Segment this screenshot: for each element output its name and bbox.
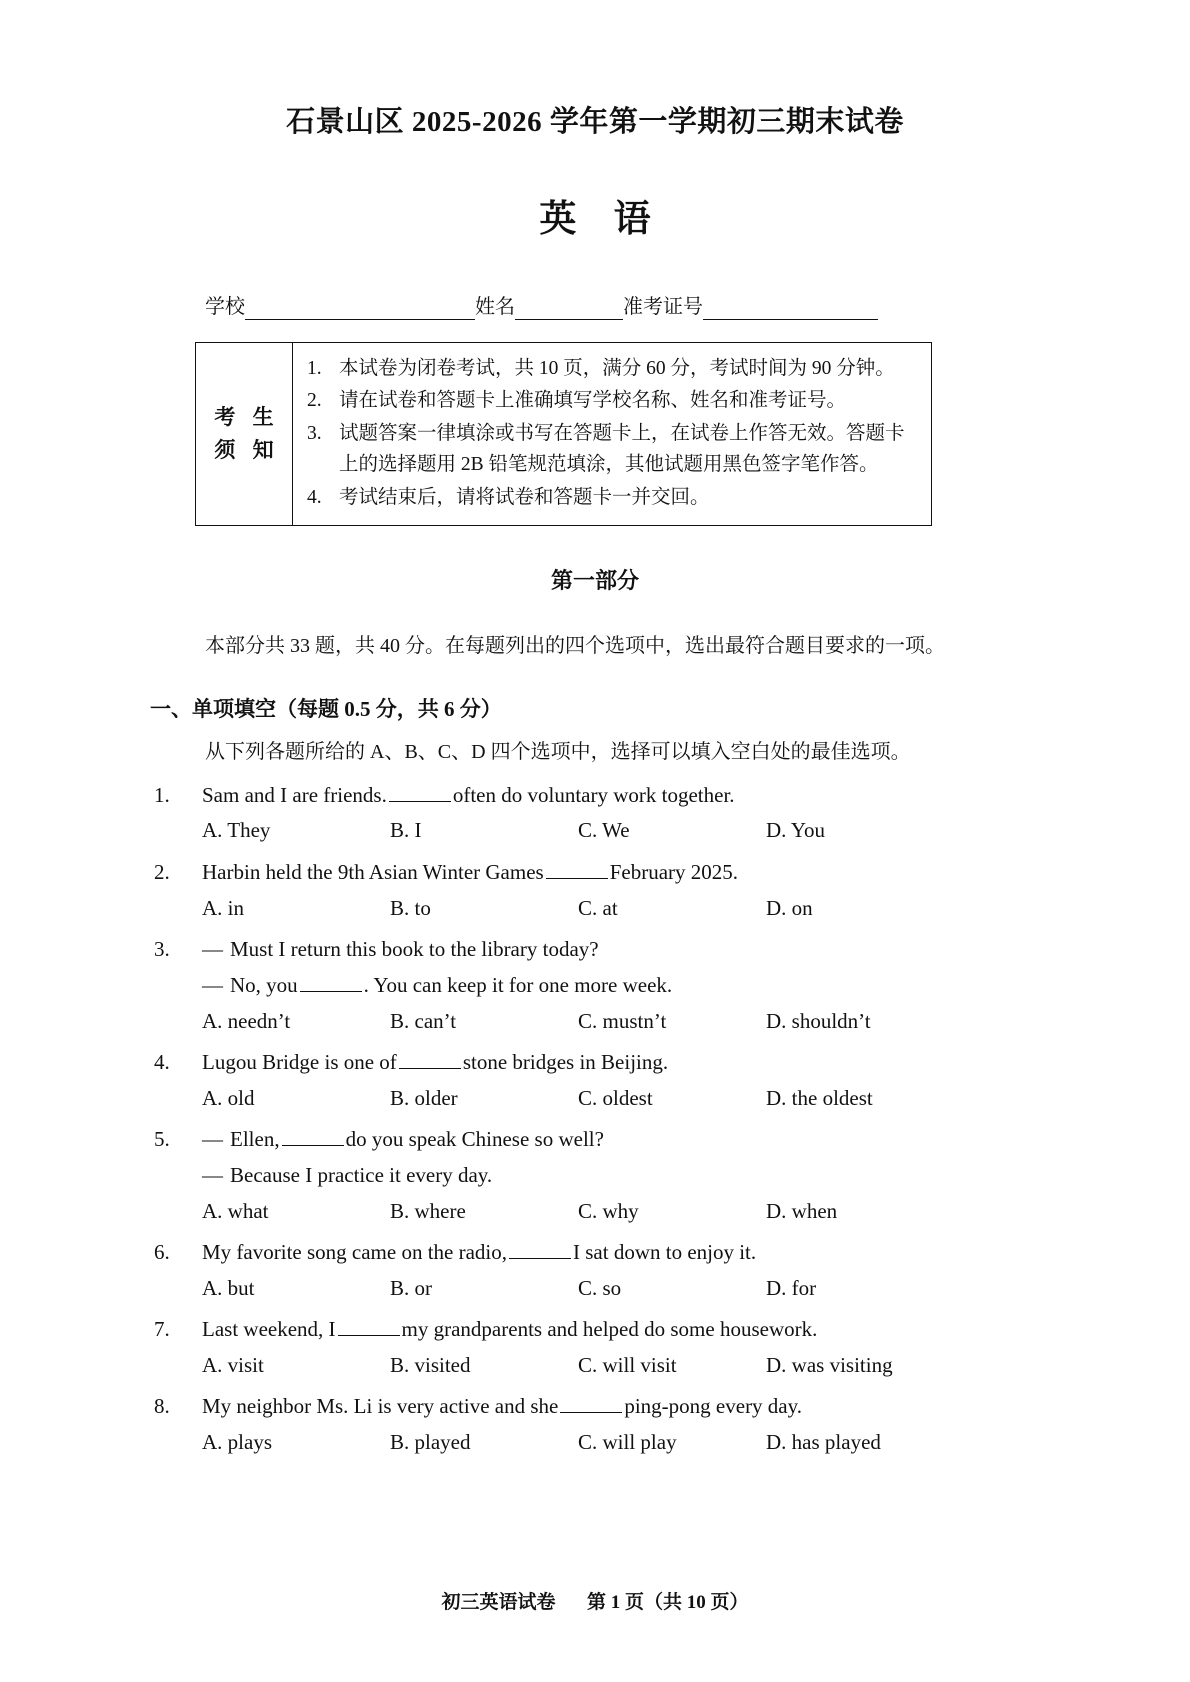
answer-option[interactable]: C. mustn’t	[578, 1008, 667, 1033]
question-line	[150, 1048, 1040, 1078]
answer-option[interactable]: B. where	[390, 1198, 466, 1223]
question-line	[150, 1161, 1040, 1191]
question-number: 4.	[154, 1049, 170, 1074]
question-line	[150, 1238, 1040, 1268]
answer-option[interactable]: D. on	[766, 895, 813, 920]
notice-item-number: 4.	[307, 487, 322, 508]
section-title: 一、单项填空（每题 0.5 分，共 6 分）	[150, 696, 502, 721]
question-item	[150, 781, 1040, 845]
answer-option[interactable]: C. at	[578, 895, 618, 920]
dialogue-dash: —	[202, 936, 223, 961]
question-text	[202, 781, 1040, 811]
answer-blank[interactable]	[389, 786, 451, 802]
notice-item-number: 2.	[307, 390, 322, 412]
school-input-line[interactable]	[245, 302, 475, 320]
answer-option[interactable]: B. or	[390, 1275, 432, 1300]
name-label: 姓名	[475, 295, 515, 318]
question-text-before-blank: Sam and I are friends.	[202, 782, 387, 807]
answer-option[interactable]: C. will play	[578, 1430, 677, 1455]
question-text-after-blank: stone bridges in Beijing.	[462, 1049, 669, 1074]
answer-option[interactable]: D. was visiting	[766, 1352, 893, 1377]
question-text-after-blank: February 2025.	[609, 859, 739, 884]
answer-option[interactable]: A. but	[202, 1275, 255, 1300]
question-item	[150, 858, 1040, 922]
question-line	[150, 1125, 1040, 1155]
question-text-after-blank: my grandparents and helped do some housework.	[401, 1317, 818, 1342]
answer-option[interactable]: C. will visit	[578, 1352, 677, 1377]
dialogue-dash: —	[202, 1162, 223, 1187]
answer-option[interactable]: B. I	[390, 818, 422, 843]
question-text-before-blank: Ellen,	[230, 1127, 280, 1152]
page-title: 石景山区 2025-2026 学年第一学期初三期末试卷	[286, 106, 904, 138]
answer-option[interactable]: D. when	[766, 1198, 838, 1223]
question-item	[150, 1238, 1040, 1302]
option-row	[150, 1351, 1040, 1379]
notice-item-text: 考试结束后，请将试卷和答题卡一并交回。	[339, 487, 710, 508]
answer-blank[interactable]	[338, 1320, 400, 1336]
answer-blank[interactable]	[399, 1053, 461, 1069]
answer-option[interactable]: D. has played	[766, 1430, 881, 1455]
notice-item	[307, 385, 921, 417]
school-label: 学校	[205, 295, 245, 318]
option-row	[150, 816, 1040, 844]
answer-option[interactable]: A. what	[202, 1198, 269, 1223]
option-row	[150, 1428, 1040, 1456]
question-number: 6.	[154, 1239, 170, 1264]
answer-option[interactable]: B. older	[390, 1085, 458, 1110]
question-text-before-blank: No, you	[230, 972, 298, 997]
question-text	[202, 858, 1040, 888]
option-row	[150, 1274, 1040, 1302]
answer-option[interactable]: D. for	[766, 1275, 817, 1300]
question-list	[150, 781, 1040, 1457]
dialogue-dash: —	[202, 972, 223, 997]
question-number	[150, 1161, 202, 1191]
section-description: 从下列各题所给的 A、B、C、D 四个选项中，选择可以填入空白处的最佳选项。	[205, 740, 911, 763]
notice-label-line-2: 须 知	[214, 437, 280, 462]
answer-option[interactable]: D. the oldest	[766, 1085, 873, 1110]
question-text-before-blank: Lugou Bridge is one of	[202, 1049, 397, 1074]
notice-item	[307, 482, 921, 514]
question-line	[150, 971, 1040, 1001]
answer-option[interactable]: D. shouldn’t	[766, 1008, 871, 1033]
name-input-line[interactable]	[515, 302, 623, 320]
question-text	[202, 1125, 1040, 1155]
question-text-after-blank: often do voluntary work together.	[452, 782, 735, 807]
question-line	[150, 1392, 1040, 1422]
question-item	[150, 1125, 1040, 1225]
question-number: 5.	[154, 1127, 170, 1152]
option-row	[150, 1007, 1040, 1035]
question-text-before-blank: Must I return this book to the library today?	[230, 936, 599, 961]
answer-option[interactable]: A. They	[202, 818, 271, 843]
answer-option[interactable]: A. old	[202, 1085, 255, 1110]
question-line	[150, 858, 1040, 888]
notice-label-line-1: 考 生	[214, 405, 280, 430]
question-text-before-blank: Last weekend, I	[202, 1317, 336, 1342]
answer-option[interactable]: B. can’t	[390, 1008, 457, 1033]
question-number: 8.	[154, 1394, 170, 1419]
notice-label	[196, 343, 293, 525]
answer-option[interactable]: C. oldest	[578, 1085, 653, 1110]
question-number: 2.	[154, 859, 170, 884]
question-text	[202, 1238, 1040, 1268]
answer-blank[interactable]	[546, 863, 608, 879]
question-text-before-blank: Harbin held the 9th Asian Winter Games	[202, 859, 544, 884]
page-footer	[0, 1587, 1190, 1614]
part-description: 本部分共 33 题，共 40 分。在每题列出的四个选项中，选出最符合题目要求的一项。	[205, 634, 945, 657]
question-text-after-blank: . You can keep it for one more week.	[363, 972, 673, 997]
answer-blank[interactable]	[560, 1397, 622, 1413]
question-text	[202, 1161, 1040, 1191]
answer-blank[interactable]	[282, 1130, 344, 1146]
question-number	[150, 971, 202, 1001]
notice-item-text: 本试卷为闭卷考试，共 10 页，满分 60 分，考试时间为 90 分钟。	[339, 357, 895, 379]
notice-item-number: 3.	[307, 422, 322, 444]
exam-notice-box	[195, 342, 932, 526]
subject-title: 英 语	[539, 198, 665, 240]
notice-item	[307, 418, 921, 481]
page-content	[150, 0, 1040, 1682]
answer-option[interactable]: B. visited	[390, 1352, 471, 1377]
option-row	[150, 1084, 1040, 1112]
answer-blank[interactable]	[300, 976, 362, 992]
question-line	[150, 781, 1040, 811]
question-text	[202, 935, 1040, 965]
answer-option[interactable]: B. played	[390, 1430, 471, 1455]
notice-item	[307, 353, 921, 385]
student-info-line	[150, 290, 1040, 320]
question-text	[202, 1048, 1040, 1078]
ticket-label: 准考证号	[623, 295, 703, 318]
notice-item-number: 1.	[307, 357, 322, 379]
question-text-before-blank: Because I practice it every day.	[230, 1162, 493, 1187]
question-item	[150, 1315, 1040, 1379]
question-text	[202, 971, 1040, 1001]
question-text-before-blank: My favorite song came on the radio,	[202, 1239, 507, 1264]
question-item	[150, 1048, 1040, 1112]
question-text	[202, 1392, 1040, 1422]
question-text-after-blank: do you speak Chinese so well?	[345, 1127, 604, 1152]
question-text	[202, 1315, 1040, 1345]
question-text-before-blank: My neighbor Ms. Li is very active and she	[202, 1394, 559, 1419]
answer-option[interactable]: D. You	[766, 818, 825, 843]
answer-option[interactable]: C. We	[578, 818, 630, 843]
answer-option[interactable]: C. so	[578, 1275, 622, 1300]
part-title: 第一部分	[550, 567, 639, 593]
question-number: 7.	[154, 1317, 170, 1342]
ticket-input-line[interactable]	[703, 302, 878, 320]
answer-option[interactable]: B. to	[390, 895, 431, 920]
question-number: 1.	[154, 782, 170, 807]
answer-option[interactable]: A. visit	[202, 1352, 264, 1377]
option-row	[150, 1197, 1040, 1225]
question-line	[150, 1315, 1040, 1345]
question-number: 3.	[154, 936, 170, 961]
answer-option[interactable]: A. needn’t	[202, 1008, 291, 1033]
question-line	[150, 935, 1040, 965]
option-row	[150, 894, 1040, 922]
notice-items	[293, 343, 931, 525]
footer-subject: 初三英语试卷	[441, 1592, 556, 1613]
footer-page-number: 第 1 页（共 10 页）	[587, 1592, 749, 1613]
answer-blank[interactable]	[509, 1243, 571, 1259]
notice-item-text: 试题答案一律填涂或书写在答题卡上，在试卷上作答无效。答题卡上的选择题用 2B 铅笔规范填涂，其他试题用黑色签字笔作答。	[339, 422, 905, 476]
question-text-after-blank: I sat down to enjoy it.	[573, 1239, 757, 1264]
notice-item-text: 请在试卷和答题卡上准确填写学校名称、姓名和准考证号。	[339, 390, 847, 412]
question-item	[150, 935, 1040, 1035]
question-text-after-blank: ping-pong every day.	[624, 1394, 803, 1419]
dialogue-dash: —	[202, 1127, 223, 1152]
answer-option[interactable]: A. in	[202, 895, 244, 920]
answer-option[interactable]: A. plays	[202, 1430, 272, 1455]
answer-option[interactable]: C. why	[578, 1198, 639, 1223]
question-item	[150, 1392, 1040, 1456]
